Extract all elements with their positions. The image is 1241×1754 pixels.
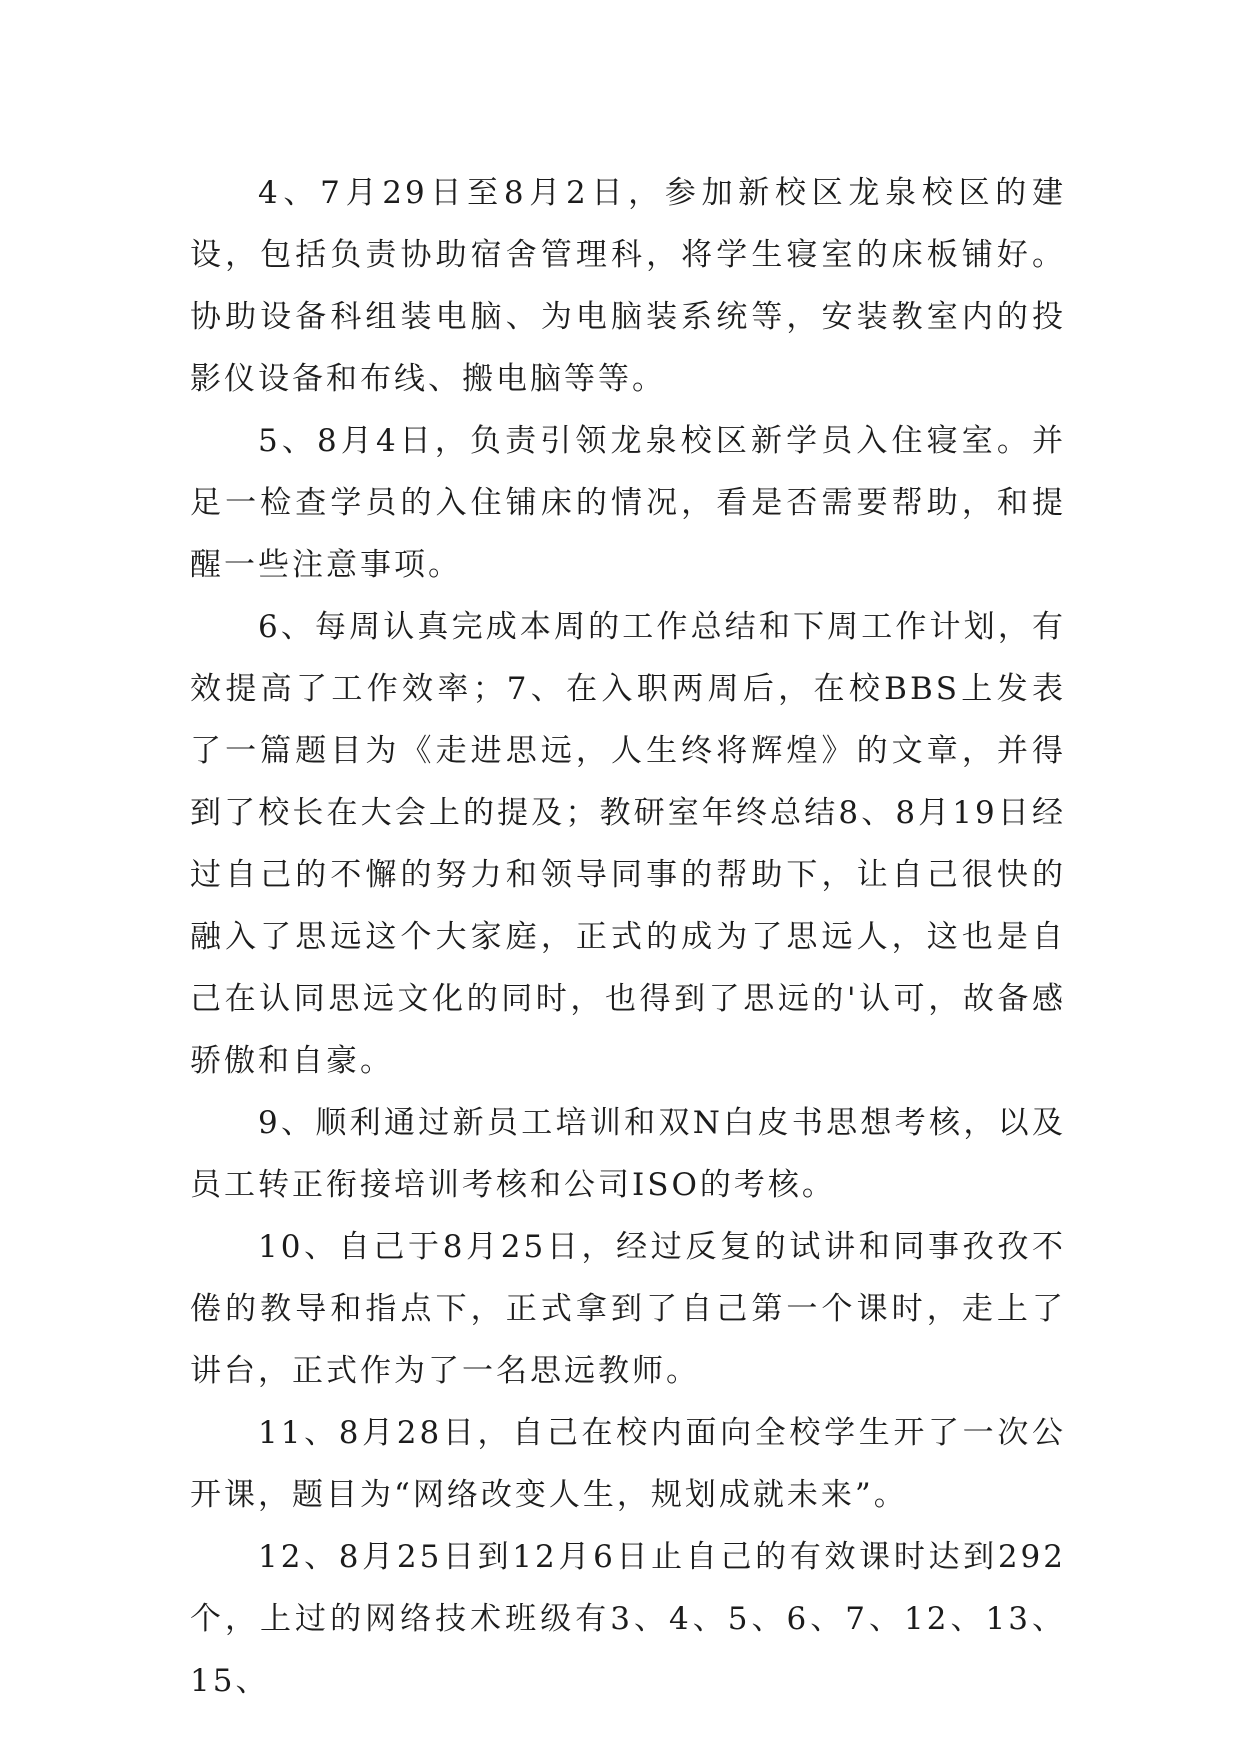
document-body <box>190 162 1066 1712</box>
paragraph-11: 11、8月28日，自己在校内面向全校学生开了一次公开课，题目为“网络改变人生，规划成就未来”。 <box>190 1415 1066 1513</box>
paragraph-6-7-8: 6、每周认真完成本周的工作总结和下周工作计划，有效提高了工作效率；7、在入职两周后，在校BBS上发表了一篇题目为《走进思远，人生终将辉煌》的文章，并得到了校长在大会上的提及；教研室年终总结8、8月19日经过自己的不懈的努力和领导同事的帮助下，让自己很快的融入了思远这个大家庭，正式的成为了思远人，这也是自己在认同思远文化的同时，也得到了思远的'认可，故备感骄傲和自豪。 <box>190 609 1066 1079</box>
paragraph-5: 5、8月4日，负责引领龙泉校区新学员入住寝室。并足一检查学员的入住铺床的情况，看是否需要帮助，和提醒一些注意事项。 <box>190 423 1066 583</box>
paragraph-4: 4、7月29日至8月2日，参加新校区龙泉校区的建设，包括负责协助宿舍管理科，将学生寝室的床板铺好。协助设备科组装电脑、为电脑装系统等，安装教室内的投影仪设备和布线、搬电脑等等。 <box>190 175 1066 397</box>
paragraph-9: 9、顺利通过新员工培训和双N白皮书思想考核，以及员工转正衔接培训考核和公司ISO的考核。 <box>190 1105 1066 1203</box>
paragraph-12: 12、8月25日到12月6日止自己的有效课时达到292个，上过的网络技术班级有3、4、5、6、7、12、13、15、 <box>190 1539 1066 1699</box>
paragraph-10: 10、自己于8月25日，经过反复的试讲和同事孜孜不倦的教导和指点下，正式拿到了自己第一个课时，走上了讲台，正式作为了一名思远教师。 <box>190 1229 1066 1389</box>
